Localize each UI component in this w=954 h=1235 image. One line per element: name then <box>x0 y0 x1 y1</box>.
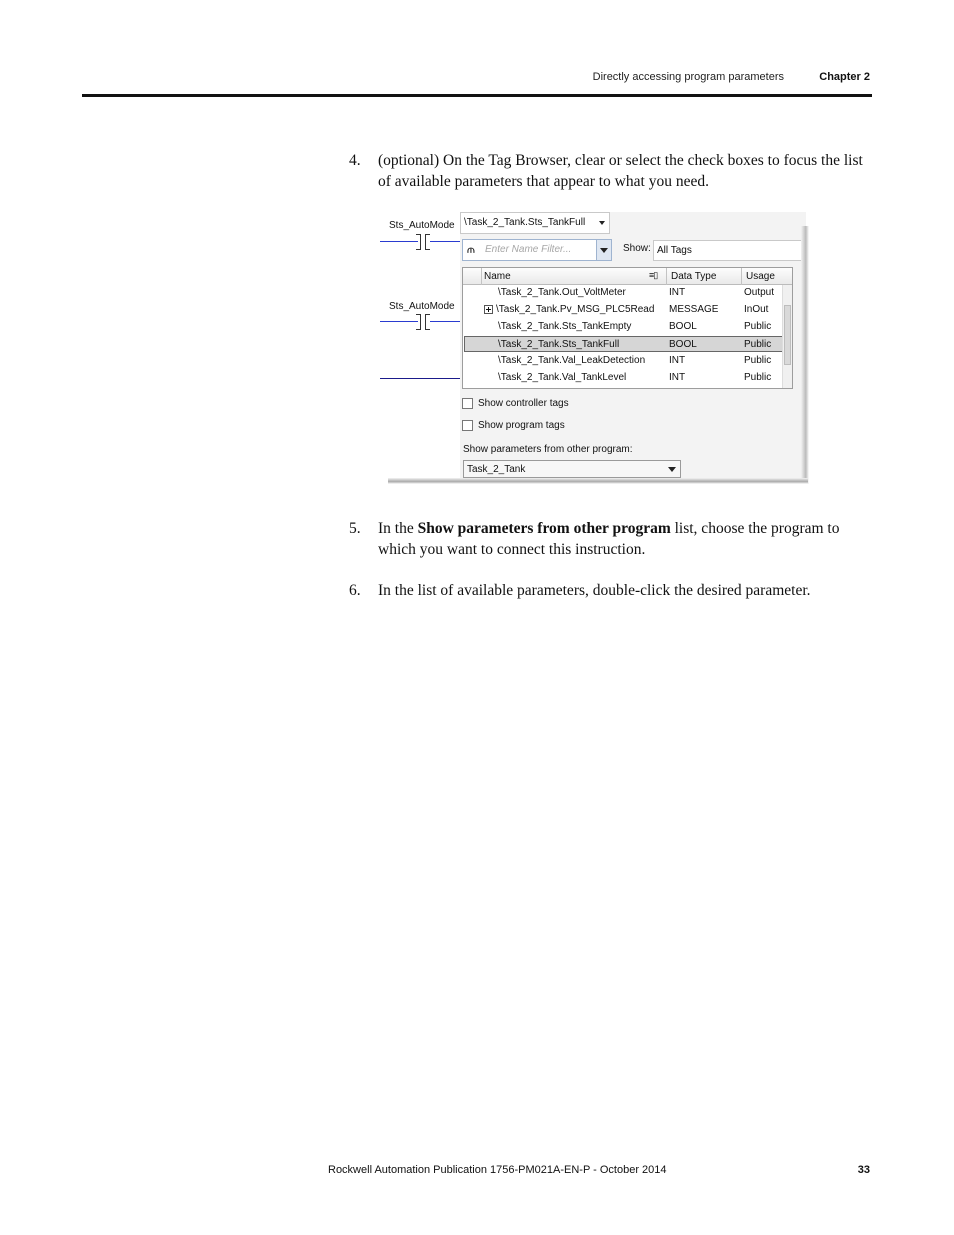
show-program-tags-checkbox[interactable] <box>462 420 473 431</box>
page-number: 33 <box>857 1164 870 1176</box>
tag-usage: Public <box>744 355 772 366</box>
column-header-usage[interactable]: Usage <box>746 271 775 282</box>
tag-data-type: INT <box>669 287 686 298</box>
tag-usage: Output <box>744 287 775 298</box>
show-program-tags-label: Show program tags <box>478 420 565 431</box>
step-4 <box>349 150 869 194</box>
tag-usage: Public <box>744 339 772 350</box>
show-controller-tags-label: Show controller tags <box>478 398 569 409</box>
tag-data-type: INT <box>669 355 686 366</box>
chevron-down-icon[interactable] <box>668 467 676 472</box>
tag-data-type: MESSAGE <box>669 304 719 315</box>
ui-term: Show parameters from other program <box>417 520 671 537</box>
other-program-label: Show parameters from other program: <box>463 444 633 455</box>
name-filter-input[interactable] <box>462 239 612 261</box>
column-header-name[interactable]: Name <box>484 271 511 282</box>
filter-dropdown-button[interactable] <box>596 240 611 260</box>
tag-name: \Task_2_Tank.Val_TankLevel <box>498 372 627 383</box>
vertical-scrollbar[interactable] <box>782 285 792 388</box>
step-5 <box>349 518 869 562</box>
column-separator[interactable] <box>741 268 742 285</box>
column-separator[interactable] <box>666 268 667 285</box>
tag-list <box>462 267 793 389</box>
rung2-wire-left <box>380 321 418 322</box>
torn-edge-right <box>801 226 809 484</box>
tag-usage: Public <box>744 372 772 383</box>
tag-data-type: INT <box>669 372 686 383</box>
rung2-contact <box>416 314 430 328</box>
chevron-down-icon[interactable] <box>599 221 605 225</box>
rung2-tag-label: Sts_AutoMode <box>389 301 455 312</box>
other-program-select[interactable] <box>463 460 681 478</box>
filter-placeholder: Enter Name Filter... <box>485 244 572 255</box>
table-row-selected[interactable] <box>464 336 790 352</box>
rung1-tag-label: Sts_AutoMode <box>389 220 455 231</box>
show-select[interactable] <box>653 240 806 261</box>
tag-name: \Task_2_Tank.Sts_TankFull <box>498 339 620 350</box>
header-rule <box>82 94 872 97</box>
footer-publication: Rockwell Automation Publication 1756-PM021A-EN-P - October 2014 <box>328 1164 667 1176</box>
operand-combo[interactable] <box>460 212 610 234</box>
filter-icon: ⫙ <box>467 244 475 256</box>
tag-name: \Task_2_Tank.Pv_MSG_PLC5Read <box>496 304 655 315</box>
table-row[interactable] <box>464 319 790 335</box>
tag-name: \Task_2_Tank.Sts_TankEmpty <box>498 321 632 332</box>
step-text: In the list of available parameters, double-click the desired parameter. <box>378 582 811 599</box>
tag-usage: Public <box>744 321 772 332</box>
step-text-post: list, choose the program to which you want to connect this instruction. <box>378 520 840 558</box>
rung1-wire-left <box>380 241 418 242</box>
tag-name: \Task_2_Tank.Val_LeakDetection <box>498 355 646 366</box>
tag-browser-screenshot <box>378 212 808 484</box>
other-program-value: Task_2_Tank <box>467 464 526 475</box>
rung2-wire-right <box>430 321 460 322</box>
show-select-value: All Tags <box>657 245 692 256</box>
step-text <box>378 518 868 560</box>
step-number: 5. <box>349 520 361 537</box>
column-header-data-type[interactable]: Data Type <box>671 271 717 282</box>
running-header-chapter: Chapter 2 <box>819 71 870 83</box>
table-row[interactable] <box>464 370 790 386</box>
expand-icon[interactable] <box>484 305 493 314</box>
tag-browser-window <box>460 212 806 480</box>
tag-usage: InOut <box>744 304 769 315</box>
step-6 <box>349 580 869 602</box>
table-row[interactable] <box>464 302 790 318</box>
column-chooser-icon[interactable]: ≡▯ <box>649 270 658 280</box>
tag-data-type: BOOL <box>669 321 697 332</box>
step-text: (optional) On the Tag Browser, clear or select the check boxes to focus the list of available parameters that appear to what you need. <box>378 152 863 190</box>
step-number: 4. <box>349 152 361 169</box>
operand-value: \Task_2_Tank.Sts_TankFull <box>464 217 586 228</box>
scrollbar-thumb[interactable] <box>784 305 791 365</box>
tag-data-type: BOOL <box>669 339 697 350</box>
column-separator <box>481 268 482 285</box>
torn-edge-bottom <box>388 478 808 484</box>
step-text-pre: In the <box>378 520 418 537</box>
rung1-wire-right <box>430 241 460 242</box>
show-label: Show: <box>623 243 651 254</box>
show-controller-tags-checkbox[interactable] <box>462 398 473 409</box>
tag-list-header <box>463 268 792 285</box>
running-header-section: Directly accessing program parameters <box>592 71 784 83</box>
step-number: 6. <box>349 582 361 599</box>
table-row[interactable] <box>464 353 790 369</box>
rung1-contact <box>416 234 430 248</box>
table-row[interactable] <box>464 285 790 301</box>
tag-name: \Task_2_Tank.Out_VoltMeter <box>498 287 626 298</box>
rung3-wire <box>380 378 460 379</box>
